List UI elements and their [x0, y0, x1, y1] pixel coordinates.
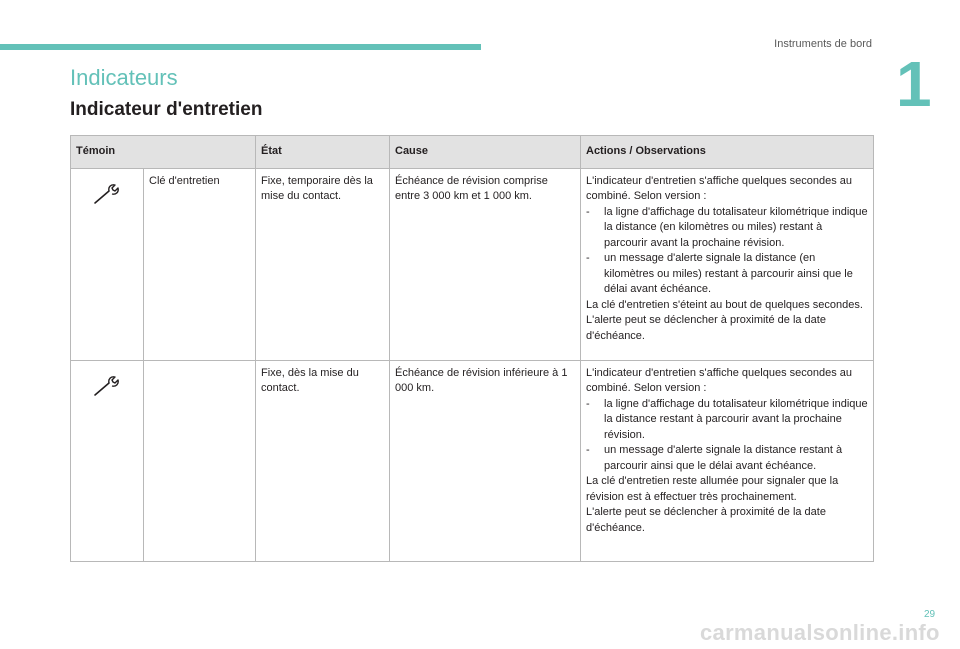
- indicator-name: [144, 360, 256, 561]
- page-number: 29: [924, 609, 936, 620]
- chapter-number: 1: [896, 48, 932, 120]
- obs-outro: La clé d'entretien reste allumée pour signaler que la révision est à effectuer très prochainement.: [586, 475, 839, 503]
- bullet-dash: -: [586, 397, 590, 410]
- indicator-state: Fixe, dès la mise du contact.: [256, 360, 390, 561]
- wrench-icon: [92, 182, 122, 206]
- header-temoin: Témoin: [71, 136, 256, 169]
- watermark: carmanualsonline.info: [700, 620, 940, 645]
- bullet-dash: -: [586, 444, 590, 456]
- bullet-dash: -: [586, 252, 590, 264]
- obs-bullet-text: la ligne d'affichage du totalisateur kilométrique indique la distance restant à parcourir avant la prochaine révision.: [604, 397, 868, 441]
- obs-bullet: [586, 251, 868, 298]
- section-title: Indicateurs: [70, 65, 178, 90]
- obs-bullet: [586, 443, 868, 474]
- obs-alert: L'alerte peut se déclencher à proximité de la date d'échéance.: [586, 506, 826, 534]
- obs-bullet-text: la ligne d'affichage du totalisateur kilométrique indique la distance (en kilomètres ou miles) restant à parcourir avant la prochaine révision.: [604, 205, 868, 249]
- indicator-cause: Échéance de révision inférieure à 1 000 km.: [390, 360, 581, 561]
- indicator-name: Clé d'entretien: [144, 168, 256, 360]
- obs-bullet: [586, 397, 868, 444]
- table-header-row: [71, 136, 874, 169]
- obs-bullet-text: un message d'alerte signale la distance restant à parcourir ainsi que le délai avant échéance.: [604, 444, 843, 472]
- icon-cell: [71, 360, 144, 561]
- header-actions: Actions / Observations: [581, 136, 874, 169]
- table-row: [71, 168, 874, 360]
- obs-bullet: [586, 205, 868, 252]
- sub-title: Indicateur d'entretien: [70, 99, 263, 120]
- obs-outro: La clé d'entretien s'éteint au bout de quelques secondes.: [586, 298, 863, 311]
- running-head: Instruments de bord: [774, 38, 872, 50]
- icon-cell: [71, 168, 144, 360]
- obs-intro: L'indicateur d'entretien s'affiche quelques secondes au combiné. Selon version :: [586, 366, 853, 394]
- table-row: [71, 360, 874, 561]
- indicator-observations: [581, 360, 874, 561]
- obs-alert: L'alerte peut se déclencher à proximité de la date d'échéance.: [586, 314, 826, 342]
- header-accent-bar: [0, 44, 481, 50]
- obs-bullet-text: un message d'alerte signale la distance (en kilomètres ou miles) restant à parcourir ainsi que le délai avant échéance.: [604, 252, 853, 295]
- indicator-cause: Échéance de révision comprise entre 3 000 km et 1 000 km.: [390, 168, 581, 360]
- header-cause: Cause: [390, 136, 581, 169]
- header-etat: État: [256, 136, 390, 169]
- maintenance-indicator-table: [70, 135, 874, 562]
- indicator-state: Fixe, temporaire dès la mise du contact.: [256, 168, 390, 360]
- bullet-dash: -: [586, 205, 590, 218]
- indicator-observations: [581, 168, 874, 360]
- wrench-icon: [92, 374, 122, 398]
- obs-intro: L'indicateur d'entretien s'affiche quelques secondes au combiné. Selon version :: [586, 174, 853, 202]
